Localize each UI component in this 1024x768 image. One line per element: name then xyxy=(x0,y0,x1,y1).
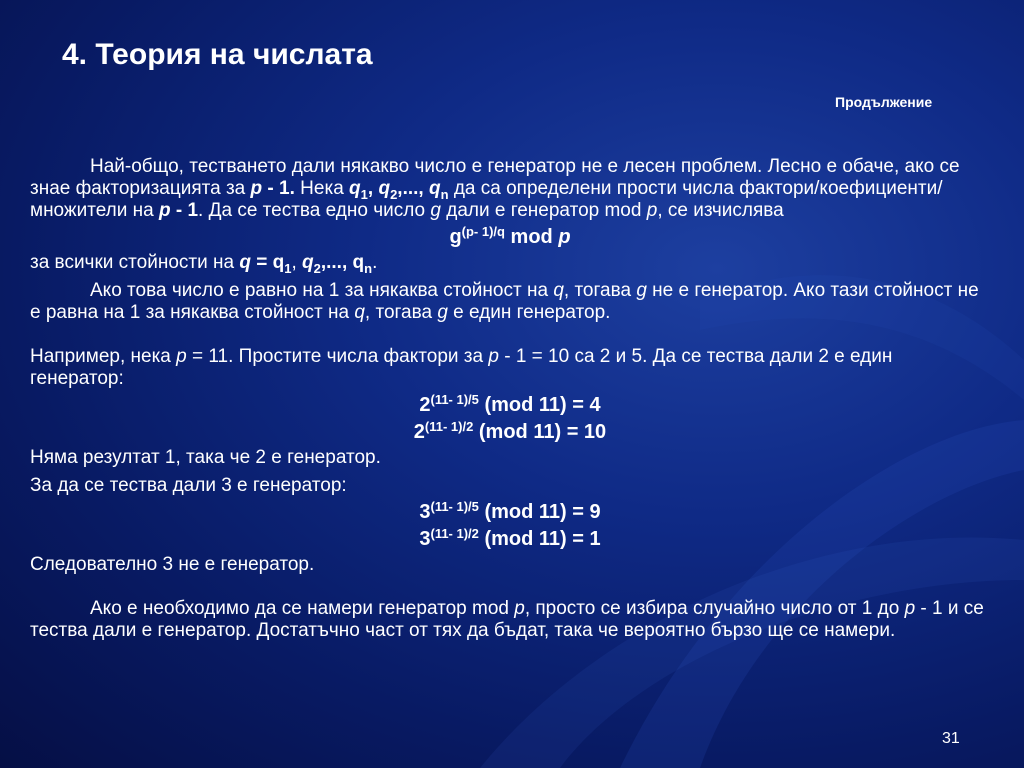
equation-3-exp2: $3^{(11- 1)/2}$ (mod 11) = 1 xyxy=(419,526,601,550)
equation-2-exp2: $2^{(11- 1)/2}$ (mod 11) = 10 xyxy=(413,419,607,443)
slide-subtitle: Продължение xyxy=(835,94,933,110)
page-number: 31 xyxy=(942,730,960,747)
equation-2-exp5: $2^{(11- 1)/5}$ (mod 11) = 4 xyxy=(419,392,601,416)
line-no-result: Няма резултат 1, така че 2 е генератор. xyxy=(30,447,381,468)
slide-body xyxy=(30,156,990,642)
paragraph-all-values: за всички стойности на $q = q_1$, $q_2$,..., $q_n$. xyxy=(30,252,378,276)
paragraph-condition: Ако това число е равно на 1 за някаква стойност на q, тогава g не е генератор. Ако тази стойност не е равна на 1 за някаква стойност на q, тогава g е един генератор. xyxy=(30,280,979,323)
paragraph-find-generator: Ако е необходимо да се намери генератор mod p, просто се избира случайно число от 1 до p - 1 и се тества дали е генератор. Достатъчно част от тях да бъдат, така че вероятно бързо ще се намери. xyxy=(30,598,984,641)
line-test-3: За да се тества дали 3 е генератор: xyxy=(30,475,347,496)
paragraph-example: Например, нека p = 11. Простите числа фактори за p - 1 = 10 са 2 и 5. Да се тества дали 2 е един генератор: xyxy=(30,346,893,389)
formula-generator-test: $g^{(p- 1)/q}$ mod p xyxy=(449,224,571,248)
paragraph-intro: Най-общо, тестването дали някакво число е генератор не е лесен проблем. Лесно е обаче, ако се знае факторизацията за p - 1. Нека $q_1$, $q_2$,..., $q_n$ да са определени прости числа фактори/коефициенти/множители на p - 1. Да се тества едно число g дали е генератор mod p, се изчислява xyxy=(30,156,960,221)
equation-3-exp5: $3^{(11- 1)/5}$ (mod 11) = 9 xyxy=(419,499,601,523)
page-title: 4. Теория на числата xyxy=(62,38,373,71)
line-conclusion: Следователно 3 не е генератор. xyxy=(30,554,315,575)
